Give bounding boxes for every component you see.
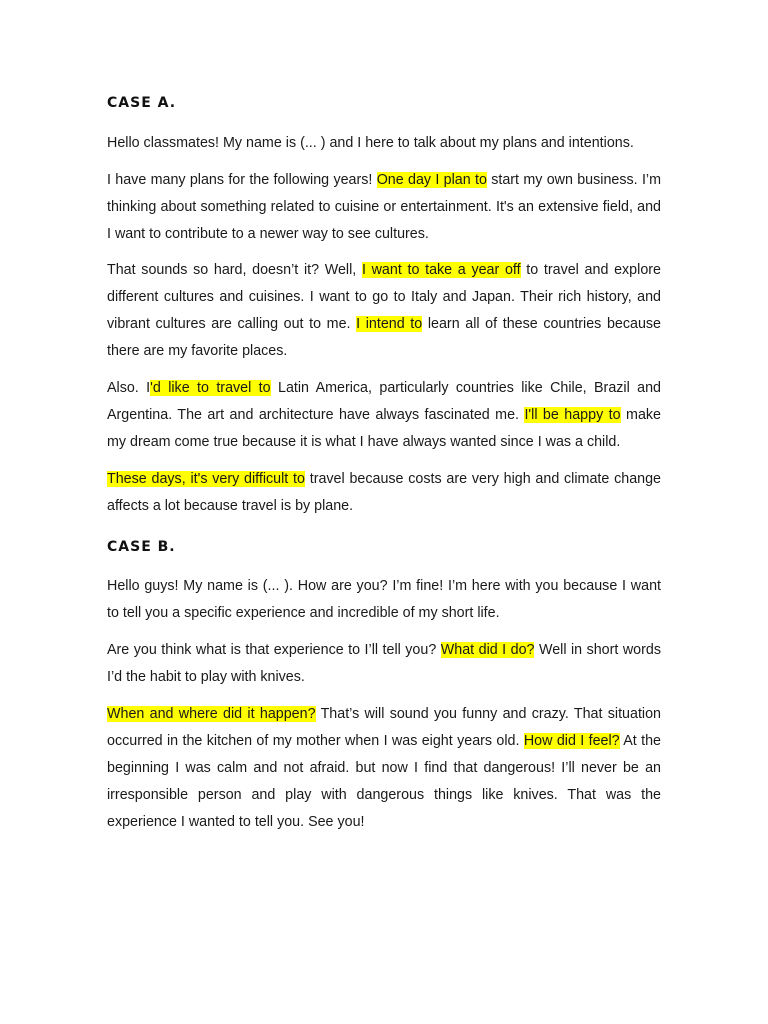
highlighted-phrase: When and where did it happen? bbox=[107, 706, 316, 722]
highlighted-phrase: How did I feel? bbox=[523, 733, 620, 749]
text-run: That sounds so hard, doesn’t it? Well, bbox=[107, 262, 362, 278]
text-run: start my own business. I’m thinking about something related to cuisine or entertainment. It's an extensive field, and I want to contribute to a newer way to see cultures. bbox=[107, 172, 661, 242]
text-run: Latin America, particularly countries like Chile, Brazil and Argentina. The art and architecture have always fascinated me. bbox=[107, 380, 661, 423]
case-b-paragraph-2 bbox=[107, 637, 661, 691]
highlighted-phrase: I intend to bbox=[356, 316, 423, 332]
case-a-paragraph-2 bbox=[107, 167, 661, 248]
case-b-heading: CASE B. bbox=[107, 539, 176, 555]
text-run: Hello classmates! My name is (... ) and I here to talk about my plans and intentions. bbox=[107, 135, 634, 151]
case-a-paragraph-4 bbox=[107, 375, 661, 456]
text-run: to travel and explore different cultures and cuisines. I want to go to Italy and Japan. Their rich history, and vibrant cultures are calling out to me. bbox=[107, 262, 661, 332]
case-a-paragraph-1 bbox=[107, 130, 661, 157]
text-run: travel because costs are very high and climate change affects a lot because travel is by plane. bbox=[107, 471, 661, 514]
case-a-paragraph-3 bbox=[107, 257, 661, 365]
case-b-paragraph-3 bbox=[107, 701, 661, 836]
highlighted-phrase: What did I do? bbox=[440, 642, 535, 658]
text-run: At the beginning I was calm and not afraid. but now I find that dangerous! I’ll never be an irresponsible person and play with dangerous things like knives. That was the experience I wanted to tell you. See you! bbox=[107, 733, 661, 830]
highlighted-phrase: I'll be happy to bbox=[524, 407, 621, 423]
text-run: Well in short words I’d the habit to play with knives. bbox=[107, 642, 661, 685]
case-b-paragraph-1 bbox=[107, 573, 661, 627]
text-run: Also. I bbox=[107, 380, 151, 396]
text-run: That’s will sound you funny and crazy. That situation occurred in the kitchen of my mother when I was eight years old. bbox=[107, 706, 661, 749]
text-run: learn all of these countries because there are my favorite places. bbox=[107, 316, 662, 359]
highlighted-phrase: These days, it's very difficult to bbox=[107, 471, 305, 487]
case-a-heading: CASE A. bbox=[107, 95, 177, 111]
text-run: Hello guys! My name is (... ). How are you? I’m fine! I’m here with you because I want to tell you a specific experience and incredible of my short life. bbox=[107, 578, 661, 621]
case-a-paragraph-5 bbox=[107, 466, 661, 520]
highlighted-phrase: One day I plan to bbox=[376, 172, 487, 188]
text-run: make my dream come true because it is what I have always wanted since I was a child. bbox=[107, 407, 661, 450]
highlighted-phrase: 'd like to travel to bbox=[150, 380, 271, 396]
text-run: Are you think what is that experience to I’ll tell you? bbox=[107, 642, 441, 658]
highlighted-phrase: I want to take a year off bbox=[361, 262, 521, 278]
text-run: I have many plans for the following years! bbox=[107, 172, 377, 188]
